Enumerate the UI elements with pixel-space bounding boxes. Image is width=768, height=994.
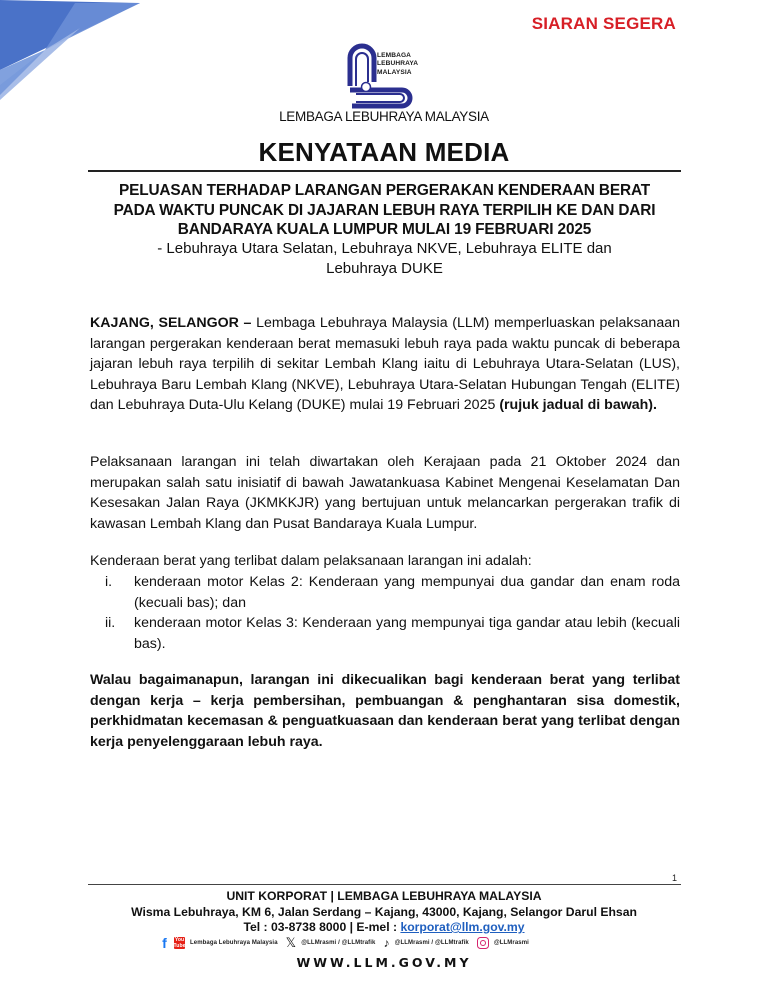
facebook-icon[interactable]: f (162, 934, 167, 951)
list-item: i. kenderaan motor Kelas 2: Kenderaan yang mempunyai dua gandar dan enam roda (kecuali bas); dan (105, 574, 680, 611)
footer-address: Wisma Lebuhraya, KM 6, Jalan Serdang – Kajang, 43000, Kajang, Selangor Darul Ehsan (131, 905, 637, 919)
instagram-icon[interactable] (477, 937, 489, 949)
instagram-handle: @LLMrasmi (493, 940, 529, 946)
x-handle: @LLMrasmi / @LLMtrafik (301, 940, 376, 946)
title-divider (88, 170, 681, 172)
social-media-bar (160, 935, 620, 951)
llm-logo (342, 42, 432, 110)
paragraph-intro: KAJANG, SELANGOR – Lembaga Lebuhraya Malaysia (LLM) memperluaskan pelaksanaan larangan pergerakan kenderaan berat memasuki lebuh raya pada waktu puncak di beberapa jajaran lebuh raya terpilih di sekitar Lembah Klang iaitu di Lebuhraya Utara-Selatan (LUS), Lebuhraya Baru Lembah Klang (NKVE), Lebuhraya Utara-Selatan Hubungan Tengah (ELITE) dan Lebuhraya Duta-Ulu Kelang (DUKE) mulai 19 Februari 2025 (rujuk jadual di bawah). (90, 315, 680, 413)
table-reference: (rujuk jadual di bawah). (499, 397, 657, 413)
website-url[interactable]: WWW.LLM.GOV.MY (296, 955, 472, 970)
corner-decoration (0, 0, 145, 100)
headline: PELUASAN TERHADAP LARANGAN PERGERAKAN KENDERAAN BERAT PADA WAKTU PUNCAK DI JAJARAN LEBUH RAYA TERPILIH KE DAN DARI BANDARAYA KUALA LUMPUR MULAI 19 FEBRUARI 2025 (113, 182, 656, 238)
footer-unit: UNIT KORPORAT | LEMBAGA LEBUHRAYA MALAYSIA (226, 889, 542, 903)
page-title: KENYATAAN MEDIA (258, 137, 510, 167)
paragraph-gazette: Pelaksanaan larangan ini telah diwartakan oleh Kerajaan pada 21 Oktober 2024 dan merupakan salah satu inisiatif di bawah Jawatankuasa Kabinet Mengenai Keselamatan Dan Kesesakan Jalan Raya (JKMKKJR) yang bertujuan untuk melancarkan pergerakan trafik di kawasan Lembah Klang dan Pusat Bandaraya Kuala Lumpur. (90, 454, 680, 532)
urgent-release-badge: SIARAN SEGERA (531, 14, 676, 33)
paragraph-vehicles-intro: Kenderaan berat yang terlibat dalam pelaksanaan larangan ini adalah: (90, 553, 532, 569)
list-item: ii. kenderaan motor Kelas 3: Kenderaan yang mempunyai tiga gandar atau lebih (kecuali bas). (105, 615, 680, 652)
dateline: KAJANG, SELANGOR – (90, 315, 252, 331)
paragraph-exemptions: Walau bagaimanapun, larangan ini dikecualikan bagi kenderaan berat yang terlibat dengan kerja – kerja pembersihan, pembuangan & penghantaran sisa domestik, perkhidmatan kecemasan & penguatkuasaan dan kenderaan berat yang terlibat dengan kerja penyelenggaraan lebuh raya. (90, 672, 680, 750)
footer-divider (88, 884, 681, 885)
tiktok-handle: @LLMrasmi / @LLMtrafik (394, 940, 469, 946)
page-number: 1 (672, 873, 678, 883)
subheadline: - Lebuhraya Utara Selatan, Lebuhraya NKVE, Lebuhraya ELITE dan Lebuhraya DUKE (157, 240, 612, 277)
youtube-icon[interactable]: You Tube (173, 937, 186, 949)
organization-name: LEMBAGA LEBUHRAYA MALAYSIA (279, 109, 489, 124)
email-link[interactable]: korporat@llm.gov.my (400, 920, 525, 934)
x-twitter-icon[interactable]: 𝕏 (285, 935, 297, 950)
vehicle-class-list (90, 572, 680, 654)
logo-wordmark: LEMBAGA LEBUHRAYA MALAYSIA (377, 52, 419, 76)
footer-contact: Tel : 03-8738 8000 | E-mel : korporat@llm.gov.my (243, 920, 525, 934)
facebook-youtube-handle: Lembaga Lebuhraya Malaysia (190, 940, 278, 946)
tiktok-icon[interactable]: ♪ (383, 936, 390, 950)
